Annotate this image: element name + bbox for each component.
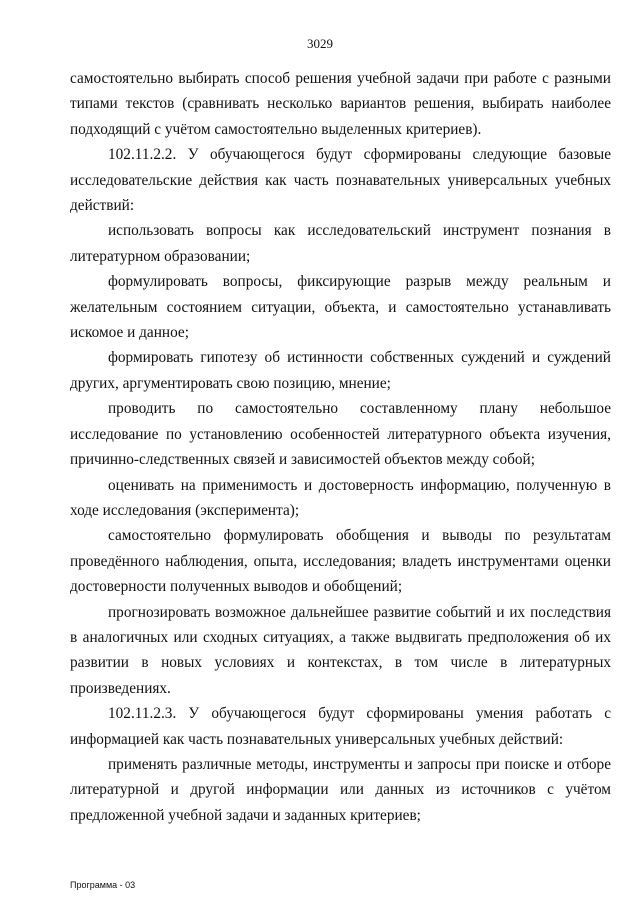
page-number: 3029 <box>307 36 333 51</box>
paragraph-conclusions: самостоятельно формулировать обобщения и выводы по результатам проведённого наблюдения, опыта, исследования; владеть инструментами оценки достоверности полученных выводов и обобщений; <box>70 527 611 596</box>
paragraph-section-102-11-2-3: 102.11.2.3. У обучающегося будут сформированы умения работать с информацией как часть познавательных универсальных учебных действий: <box>70 705 611 748</box>
paragraph-hypothesis: формировать гипотезу об истинности собственных суждений и суждений других, аргументировать свою позицию, мнение; <box>70 349 611 392</box>
paragraph-evaluate: оценивать на применимость и достоверность информацию, полученную в ходе исследования (эксперимента); <box>70 476 611 519</box>
paragraph-apply-methods: применять различные методы, инструменты и запросы при поиске и отборе литературной и другой информации или данных из источников с учётом предложенной учебной задачи и заданных критериев; <box>70 755 611 824</box>
footer-label: Программа - 03 <box>70 880 136 890</box>
paragraph-forecast: прогнозировать возможное дальнейшее развитие событий и их последствия в аналогичных или сходных ситуациях, а также выдвигать предположения об их развитии в новых условиях и контекстах, в том числе в литературных произведениях. <box>70 603 611 697</box>
paragraph-section-102-11-2-2: 102.11.2.2. У обучающегося будут сформированы следующие базовые исследовательские действия как часть познавательных универсальных учебных действий: <box>70 146 611 215</box>
paragraph-continuation: самостоятельно выбирать способ решения учебной задачи при работе с разными типами текстов (сравнивать несколько вариантов решения, выбирать наиболее подходящий с учётом самостоятельно выделенных критериев). <box>70 70 611 138</box>
paragraph-use-questions: использовать вопросы как исследовательский инструмент познания в литературном образовании; <box>70 222 611 265</box>
document-body <box>70 66 611 828</box>
paragraph-research: проводить по самостоятельно составленному плану небольшое исследование по установлению особенностей литературного объекта изучения, причинно-следственных связей и зависимостей объектов между собой; <box>70 400 611 469</box>
paragraph-formulate-questions: формулировать вопросы, фиксирующие разрыв между реальным и желательным состоянием ситуации, объекта, и самостоятельно устанавливать искомое и данное; <box>70 273 611 342</box>
